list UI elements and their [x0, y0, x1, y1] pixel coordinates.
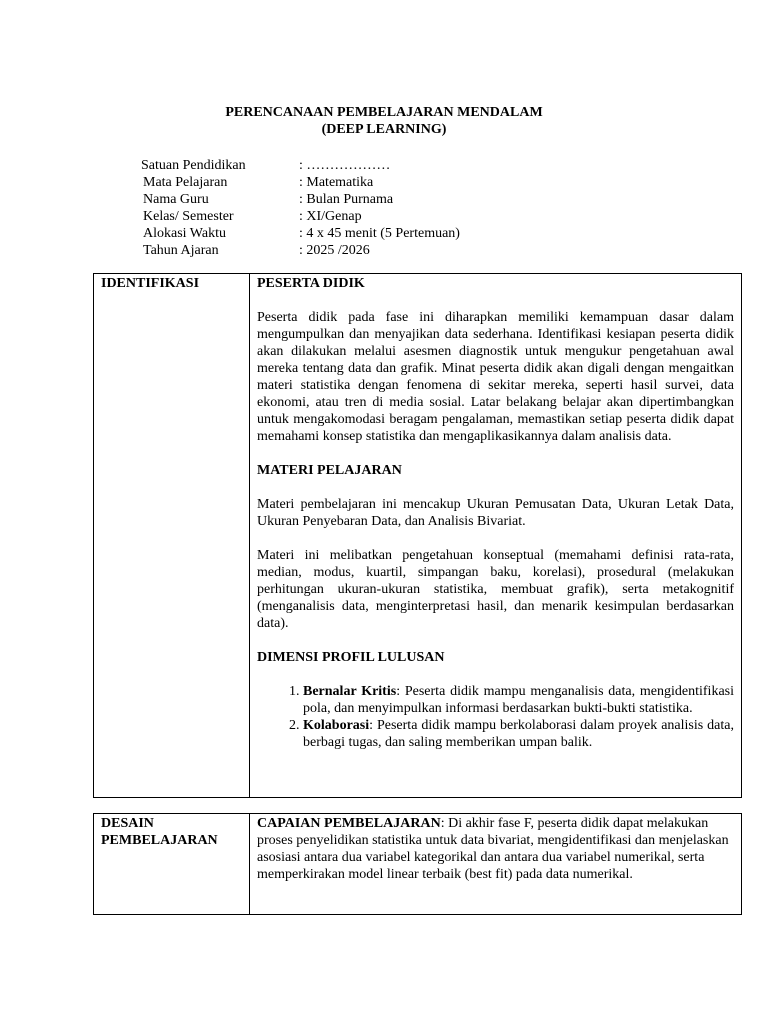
capaian-heading: CAPAIAN PEMBELAJARAN [257, 816, 441, 831]
info-value: : ……………… [299, 158, 391, 173]
info-label: Nama Guru [143, 192, 209, 207]
desain-label [94, 814, 250, 914]
info-row-tahun [141, 242, 460, 259]
dimensi-text: : Peserta didik mampu menganalisis data, mengidentifikasi pola, dan menyimpulkan informasi berdasarkan bukti-bukti statistika. [303, 684, 734, 716]
capaian-paragraph [257, 815, 734, 883]
capaian-text: : Di akhir fase F, peserta didik dapat melakukan proses penyelidikan statistika untuk data bivariat, mengidentifikasi dan menjelaskan asosiasi antara dua variabel kategorikal dan antara dua variabel numerikal, serta memperkirakan model linear terbaik (best fit) pada data numerikal. [257, 816, 729, 882]
desain-label-line-1: DESAIN [101, 816, 154, 831]
info-row-mapel [141, 174, 460, 191]
info-row-satuan [141, 157, 460, 174]
document-info [141, 157, 460, 259]
peserta-didik-heading: PESERTA DIDIK [257, 276, 365, 291]
desain-table [93, 813, 742, 915]
title-line-2: (DEEP LEARNING) [321, 122, 447, 137]
desain-content [250, 814, 741, 914]
info-row-alokasi [141, 225, 460, 242]
dimensi-term: Bernalar Kritis [303, 684, 397, 699]
dimensi-list [257, 683, 734, 751]
peserta-didik-text: Peserta didik pada fase ini diharapkan memiliki kemampuan dasar dalam mengumpulkan dan menyajikan data sederhana. Identifikasi kesiapan peserta didik akan dilakukan melalui asesmen diagnostik untuk mengukur pengetahuan awal mereka tentang data dan grafik. Minat peserta didik akan digali dengan mengaitkan materi statistika dengan fenomena di sekitar mereka, seperti hasil survei, data ekonomi, atau tren di media sosial. Latar belakang belajar akan dipertimbangkan untuk mengakomodasi beragam pengalaman, memastikan setiap peserta didik dapat memahami konsep statistika dan mengaplikasikannya dalam analisis data. [257, 310, 734, 444]
document-title [0, 104, 768, 138]
info-value: : Bulan Purnama [299, 192, 394, 207]
info-label: Tahun Ajaran [143, 243, 219, 258]
info-label: Kelas/ Semester [143, 209, 234, 224]
identifikasi-table [93, 273, 742, 798]
dimensi-term: Kolaborasi [303, 718, 370, 733]
dimensi-text: : Peserta didik mampu berkolaborasi dalam proyek analisis data, berbagi tugas, dan saling memberikan umpan balik. [303, 718, 734, 750]
info-value: : Matematika [299, 175, 374, 190]
desain-label-line-2: PEMBELAJARAN [101, 833, 218, 848]
list-item [303, 683, 734, 717]
title-line-1: PERENCANAAN PEMBELAJARAN MENDALAM [225, 105, 543, 120]
info-value: : 4 x 45 menit (5 Pertemuan) [299, 226, 460, 241]
info-label: Satuan Pendidikan [141, 158, 246, 173]
dimensi-heading: DIMENSI PROFIL LULUSAN [257, 650, 445, 665]
info-row-kelas [141, 208, 460, 225]
info-label: Alokasi Waktu [143, 226, 226, 241]
identifikasi-content [250, 274, 741, 797]
info-value: : XI/Genap [299, 209, 362, 224]
identifikasi-label: IDENTIFIKASI [94, 274, 250, 797]
list-item [303, 717, 734, 751]
info-value: : 2025 /2026 [299, 243, 370, 258]
materi-heading: MATERI PELAJARAN [257, 463, 402, 478]
materi-text-2: Materi ini melibatkan pengetahuan konseptual (memahami definisi rata-rata, median, modus, kuartil, simpangan baku, korelasi), prosedural (melakukan perhitungan ukuran-ukuran statistika, membuat grafik), serta metakognitif (menganalisis data, menginterpretasi hasil, dan menarik kesimpulan berdasarkan data). [257, 548, 734, 631]
info-row-guru [141, 191, 460, 208]
materi-text-1: Materi pembelajaran ini mencakup Ukuran Pemusatan Data, Ukuran Letak Data, Ukuran Penyebaran Data, dan Analisis Bivariat. [257, 497, 734, 529]
info-label: Mata Pelajaran [143, 175, 228, 190]
